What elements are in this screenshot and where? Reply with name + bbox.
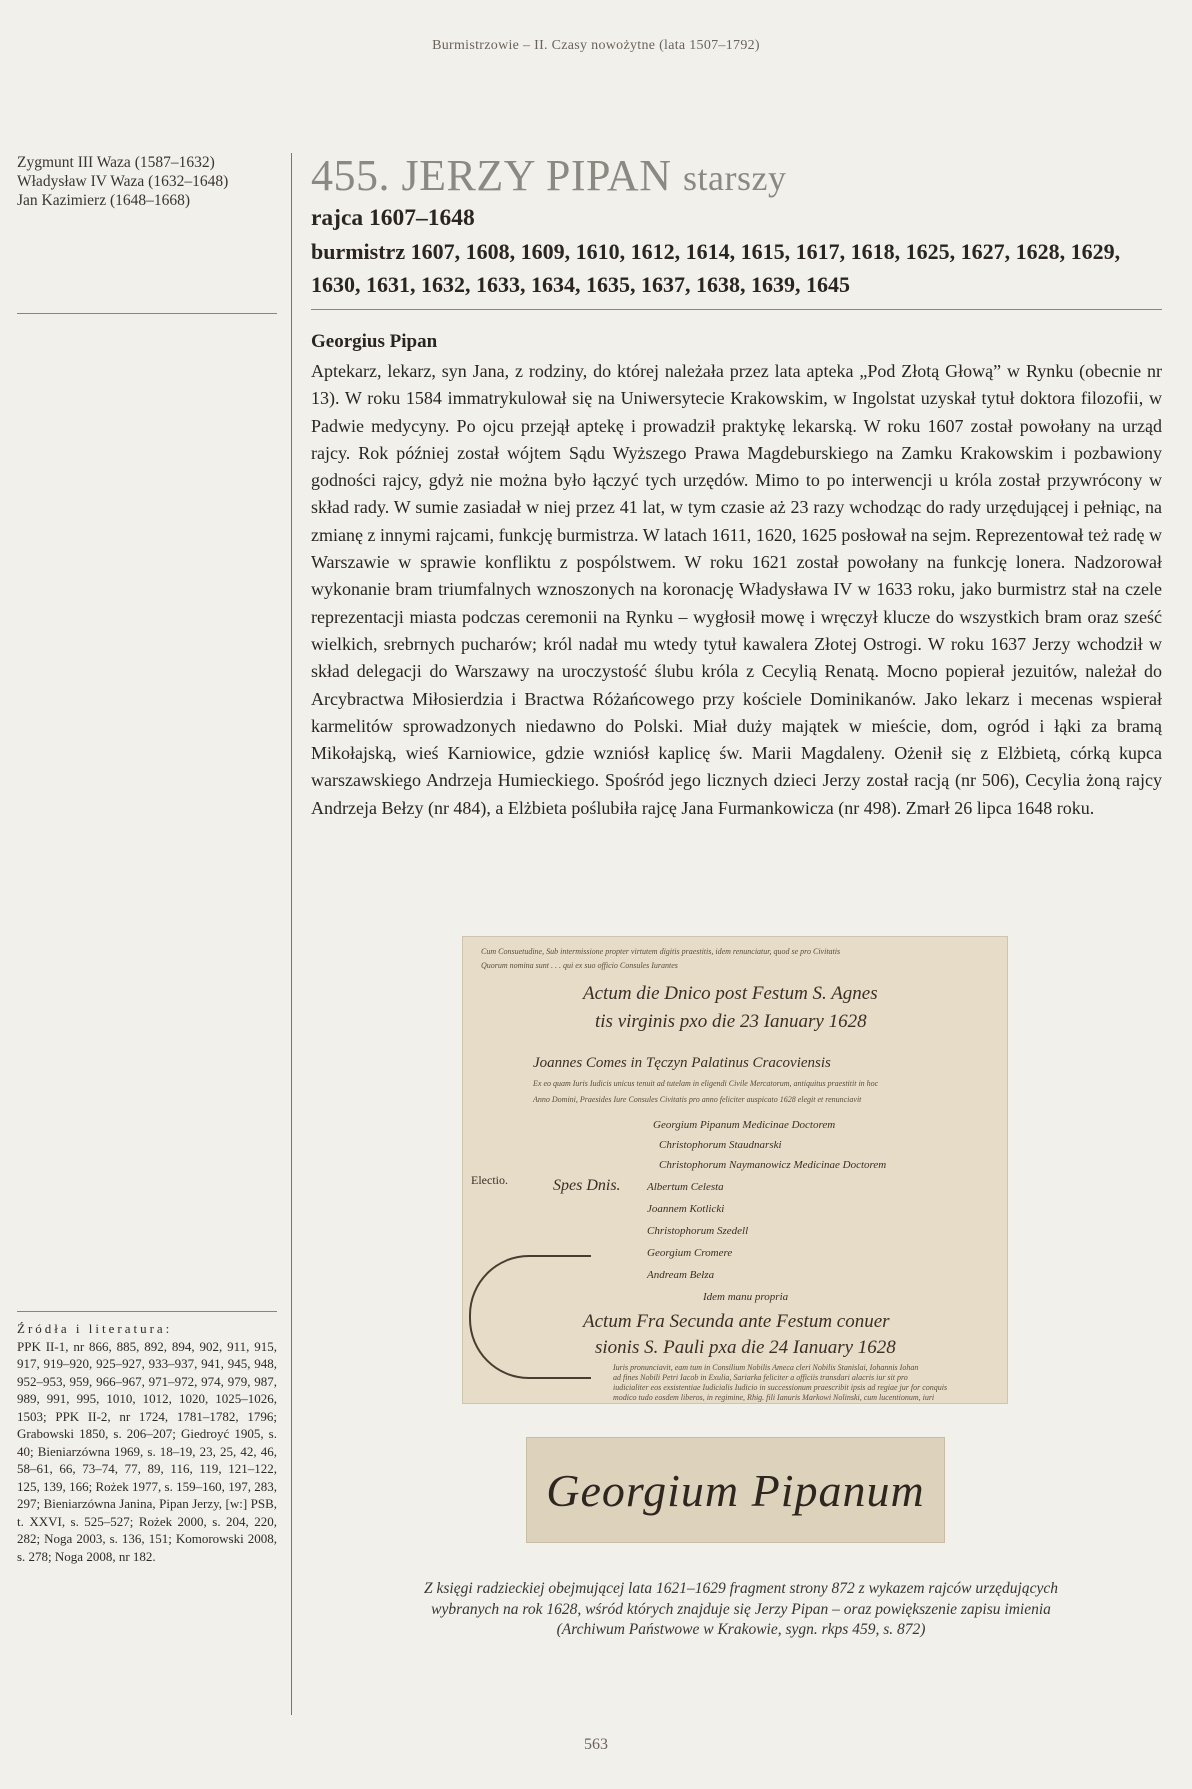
ms-bottom-line: iudicialiter eos exsistentiae Iudicialis Iudicio in successionum praescribit ipsis ad regiae jur for conquis xyxy=(613,1383,948,1392)
ms-councillor-name: Christophorum Szedell xyxy=(647,1225,749,1237)
entry-heading xyxy=(311,152,1171,301)
ms-palatine: Joannes Comes in Tęczyn Palatinus Cracoviensis xyxy=(533,1055,831,1071)
ms-flourish xyxy=(469,1255,591,1379)
caption-line: (Archiwum Państwowe w Krakowie, sygn. rkps 459, s. 872) xyxy=(556,1621,926,1638)
ms-electio-margin: Electio. xyxy=(471,1173,508,1187)
ms-top-line: Quorum nomina sunt . . . qui ex suo officio Consules Iurantes xyxy=(481,961,678,970)
ms-top-line: Cum Consuetudine, Sub intermissione propter virtutem digitis praestitis, idem renunciatur, quod se pro Civitatis xyxy=(481,947,841,956)
ms-councillor-name: Christophorum Staudnarski xyxy=(659,1139,782,1151)
reign-item: Jan Kazimierz (1648–1668) xyxy=(17,192,191,209)
sources-label: Źródła i literatura: xyxy=(17,1321,173,1336)
entry-number-name: 455. JERZY PIPAN xyxy=(311,151,672,200)
heading-divider xyxy=(311,309,1162,310)
reign-list xyxy=(17,153,277,210)
latin-name: Georgius Pipan xyxy=(311,331,438,352)
entry-title xyxy=(311,152,1171,202)
ms-bottom-line: Iuris pronunciavit, eam tum in Consilium Nobilis Ameca cleri Nobilis Stanislai, Iohannis Iohan xyxy=(613,1363,919,1372)
ms-heading: sionis S. Pauli pxa die 24 Ianuary 1628 xyxy=(595,1337,896,1358)
signature-enlargement xyxy=(526,1437,945,1543)
ms-latin-line: Anno Domini, Praesides Iure Consules Civitatis pro anno feliciter auspicato 1628 elegit et renunciavit xyxy=(533,1095,862,1104)
ms-manu-propria: Idem manu propria xyxy=(703,1291,789,1303)
ms-councillor-name: Albertum Celesta xyxy=(647,1181,724,1193)
sources-divider xyxy=(17,1311,277,1312)
running-head: Burmistrzowie – II. Czasy nowożytne (lata 1507–1792) xyxy=(432,38,760,53)
sources-section xyxy=(17,1320,277,1565)
ms-councillor-name: Andream Bełza xyxy=(647,1269,715,1281)
signature-text: Georgium Pipanum xyxy=(546,1464,925,1516)
page-number: 563 xyxy=(584,1736,608,1753)
sources-text: PPK II-1, nr 866, 885, 892, 894, 902, 911, 915, 917, 919–920, 925–927, 933–937, 941, 945, 948, 952–953, 959, 966–967, 971–972, 974, 979, 987, 989, 991, 995, 1010, 1012, 1020, 1025–1026, 1503; PPK II-2, nr 1724, 1781–1782, 1796; Grabowski 1850, s. 206–207; Giedroyć 1905, s. 40; Bieniarzówna 1969, s. 18–19, 23, 25, 42, 46, 58–61, 66, 73–74, 77, 89, 116, 119, 121–122, 125, 139, 166; Rożek 1977, s. 159–160, 197, 283, 297; Bieniarzówna Janina, Pipan Jerzy, [w:] PSB, t. XXVI, s. 525–527; Rożek 2000, s. 204, 220, 282; Noga 2003, s. 136, 151; Komorowski 2008, s. 278; Noga 2008, nr 182. xyxy=(17,1338,277,1564)
ms-councillor-name: Georgium Cromere xyxy=(647,1247,733,1259)
manuscript-image xyxy=(462,936,1008,1404)
reign-item: Zygmunt III Waza (1587–1632) xyxy=(17,154,215,171)
ms-latin-line: Ex eo quam Iuris Iudicis unicus tenuit ad tutelam in eligendi Civile Mercatorum, antiquitus praestitit in hoc xyxy=(533,1079,879,1088)
ms-heading: tis virginis pxo die 23 Ianuary 1628 xyxy=(595,1011,867,1032)
caption-line: wybranych na rok 1628, wśród których znajduje się Jerzy Pipan – oraz powiększenie zapisu imienia xyxy=(431,1600,1051,1618)
caption-line: Z księgi radzieckiej obejmującej lata 1621–1629 fragment strony 872 z wykazem rajców urzędujących xyxy=(424,1580,1058,1597)
office-burmistrz: burmistrz 1607, 1608, 1609, 1610, 1612, 1614, 1615, 1617, 1618, 1625, 1627, 1628, 1629, 1630, 1631, 1632, 1633, 1634, 1635, 1637, 1638, 1639, 1645 xyxy=(311,239,1121,297)
figure-caption xyxy=(371,1579,1111,1641)
ms-group-label: Spes Dnis. xyxy=(553,1177,621,1194)
ms-heading: Actum Fra Secunda ante Festum conuer xyxy=(583,1311,890,1332)
entry-suffix: starszy xyxy=(682,158,787,198)
ms-councillor-name: Christophorum Naymanowicz Medicinae Doctorem xyxy=(659,1159,887,1171)
ms-councillor-name: Joannem Kotlicki xyxy=(647,1203,725,1215)
office-rajca: rajca 1607–1648 xyxy=(311,205,475,231)
ms-bottom-line: modico tudo eosdem liberos, in regimine, Rhig. fili Ianuris Markowi Nolinski, cum lucentionum, iuri xyxy=(613,1393,935,1402)
ms-heading: Actum die Dnico post Festum S. Agnes xyxy=(583,983,878,1004)
ms-bottom-line: ad fines Nobili Petri Iacob in Exulia, Sariarka feliciter a officiis transdari alacris iur sit pro xyxy=(613,1373,908,1382)
ms-councillor-name: Georgium Pipanum Medicinae Doctorem xyxy=(653,1119,836,1131)
column-divider xyxy=(291,153,292,1715)
left-divider xyxy=(17,313,277,314)
biography-section xyxy=(311,330,1162,822)
reign-item: Władysław IV Waza (1632–1648) xyxy=(17,173,229,190)
biography-text: Aptekarz, lekarz, syn Jana, z rodziny, do której należała przez lata apteka „Pod Złotą Głową” w Rynku (obecnie nr 13). W roku 1584 immatrykulował się na Uniwersytecie Krakowskim, w Ingolstat uzyskał tytuł doktora filozofii, w Padwie medycyny. Po ojcu przejął aptekę i prowadził praktykę lekarską. W roku 1607 został powołany na urząd rajcy. Rok później został wójtem Sądu Wyższego Prawa Magdeburskiego na Zamku Krakowskim i pozbawiony godności rajcy, gdyż nie można było łączyć tych urzędów. Mimo to po interwencji u króla został przywrócony w skład rady. W sumie zasiadał w niej przez 41 lat, w tym czasie aż 23 razy wchodząc do rady urzędującej i pełniąc, na zmianę z innymi rajcami, funkcję burmistrza. W latach 1611, 1620, 1625 posłował na sejm. Reprezentował też radę w Warszawie w sprawie konfliktu z pospólstwem. W roku 1621 został powołany na funkcję lonera. Nadzorował wykonanie bram triumfalnych wznoszonych na koronację Władysława IV w 1633 roku, jako burmistrz stał na czele reprezentacji miasta podczas ceremonii na Rynku – wygłosił mowę i wręczył klucze do wszystkich bram oraz sześć wielkich, srebrnych pucharów; król nadał mu wtedy tytuł kawalera Złotej Ostrogi. W roku 1637 Jerzy wchodził w skład delegacji do Warszawy na uroczystość ślubu króla z Cecylią Renatą. Mocno popierał jezuitów, należał do Arcybractwa Miłosierdzia i Bractwa Różańcowego przy kościele Dominikanów. Jako lekarz i mecenas wspierał karmelitów sprowadzonych niedawno do Polski. Miał duży majątek w mieście, dom, ogród i łąki za bramą Mikołajską, wieś Karniowice, gdzie wzniósł kaplicę św. Marii Magdaleny. Ożenił się z Elżbietą, córką kupca warszawskiego Andrzeja Humieckiego. Spośród jego licznych dzieci Jerzy został racją (nr 506), Cecylia żoną rajcy Andrzeja Bełzy (nr 484), a Elżbieta poślubiła rajcę Jana Furmankowicza (nr 498). Zmarł 26 lipca 1648 roku. xyxy=(311,361,1162,818)
